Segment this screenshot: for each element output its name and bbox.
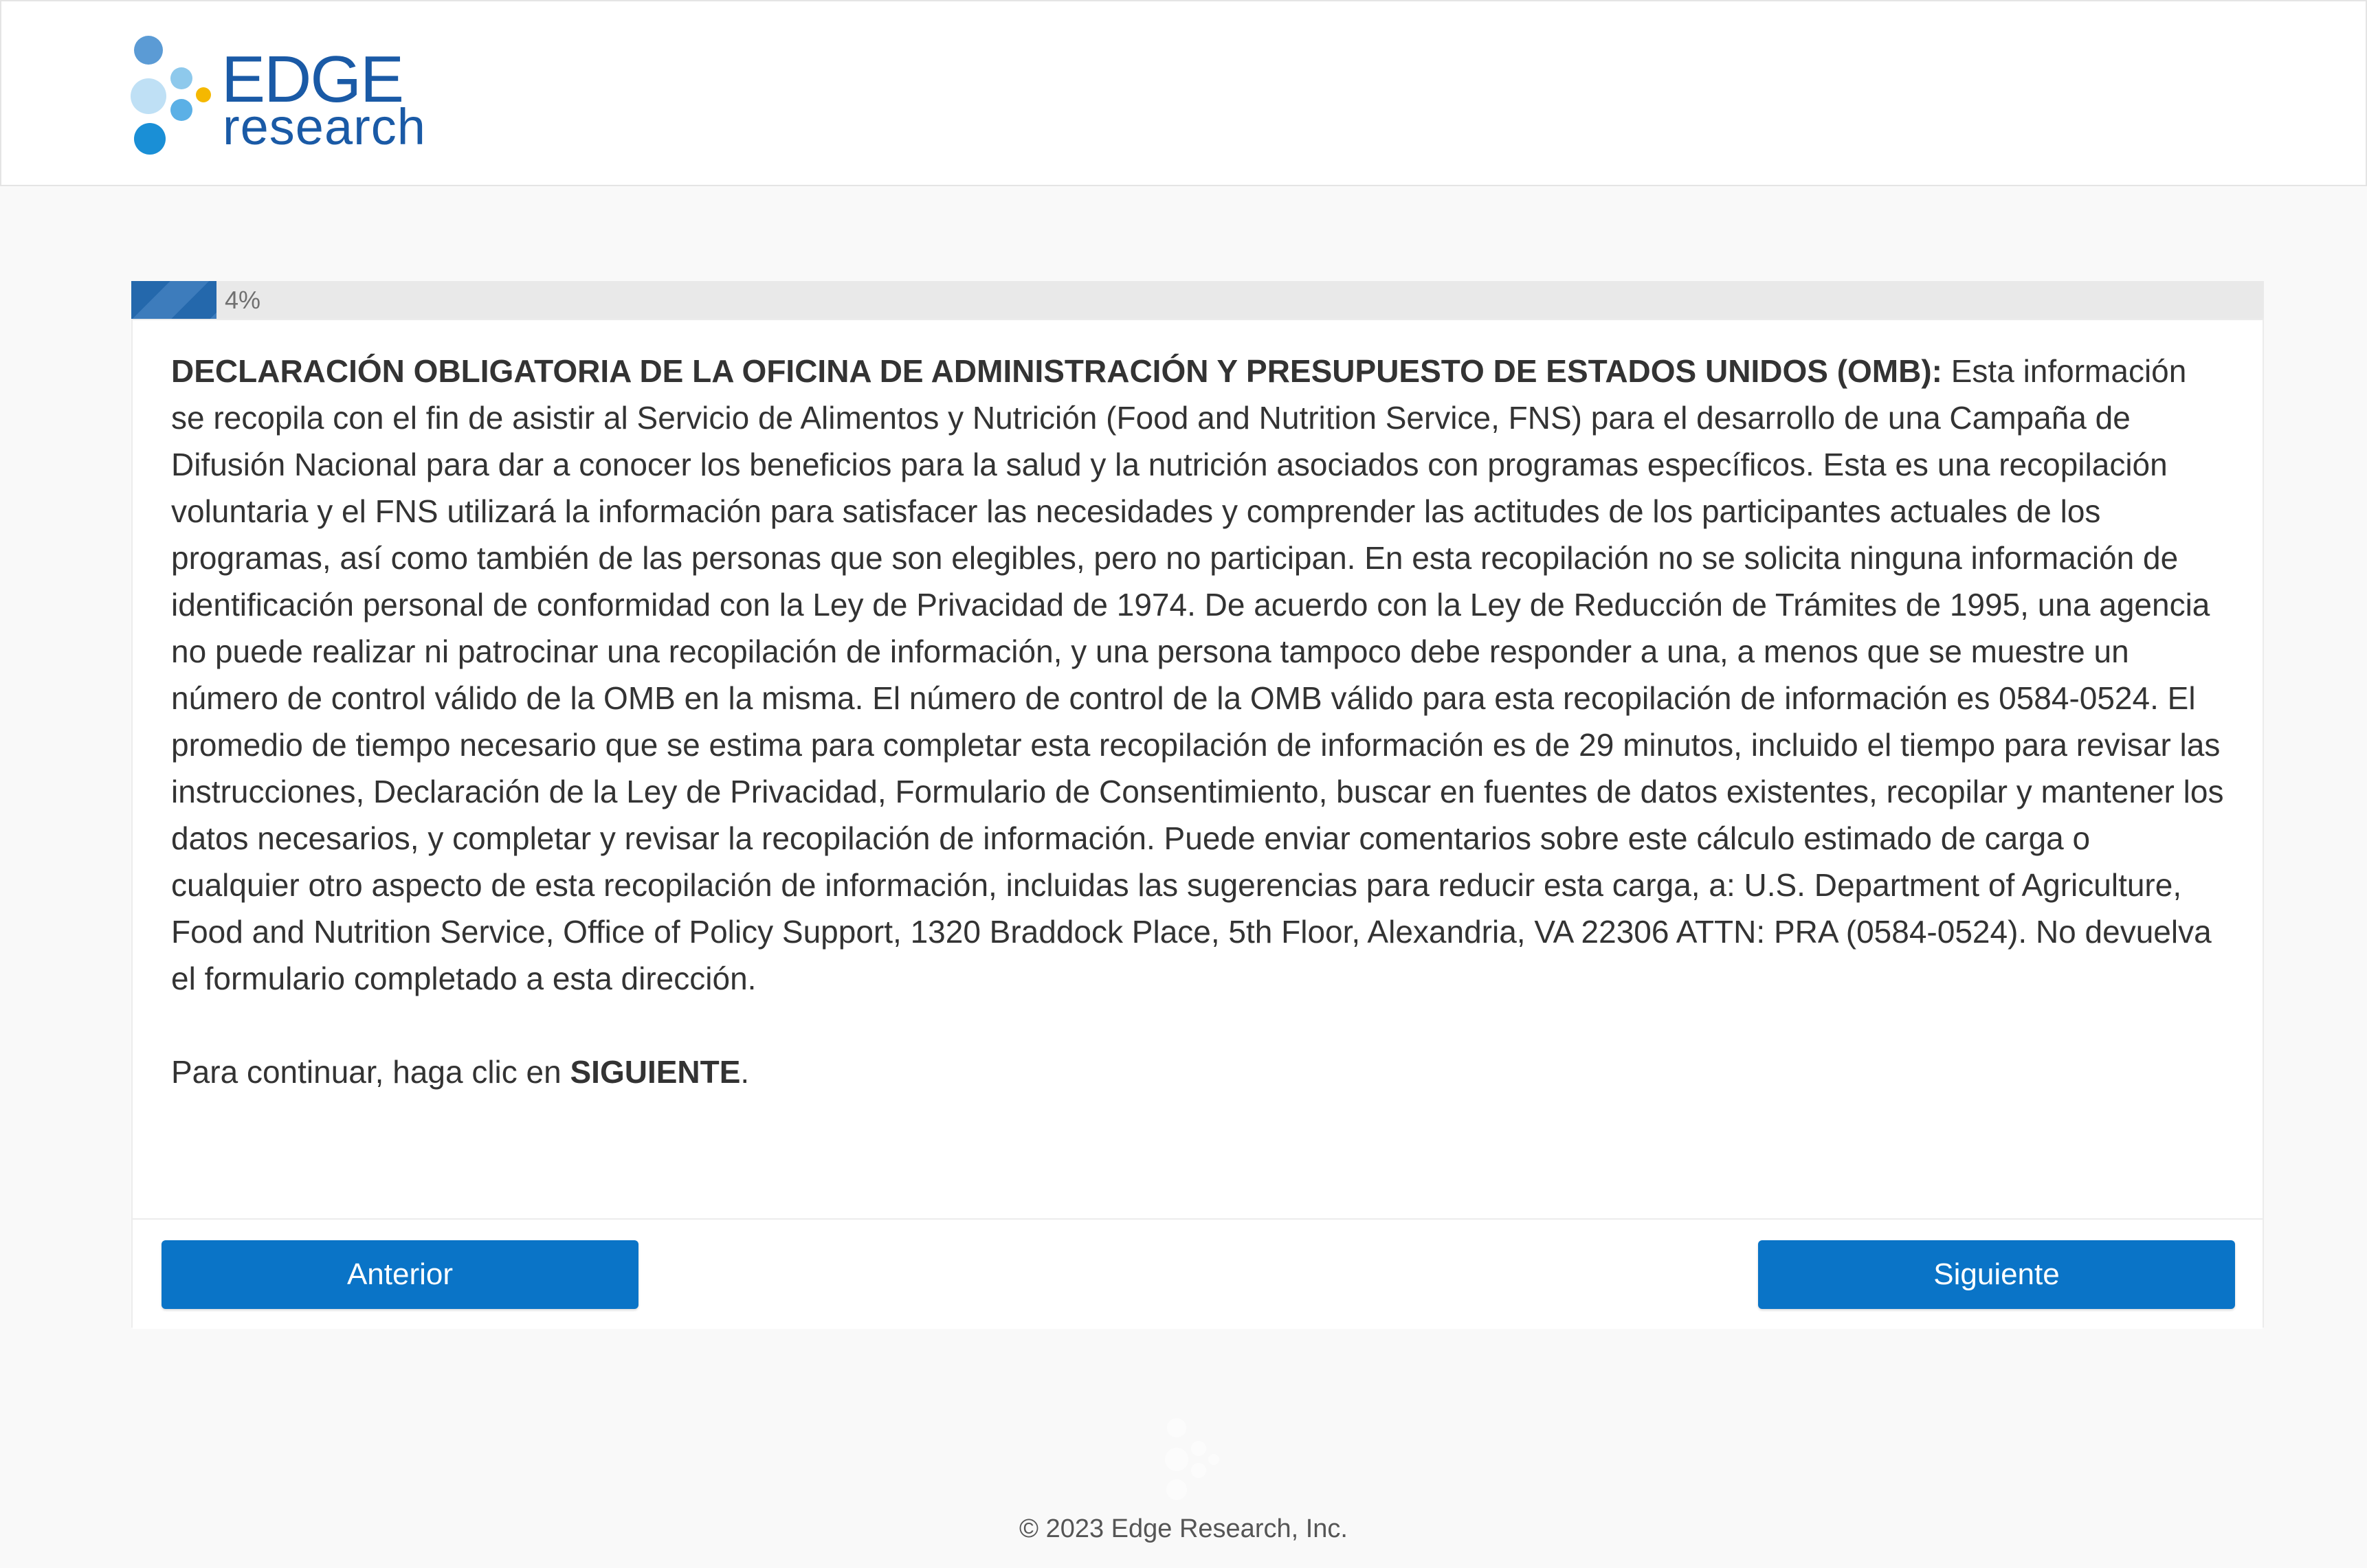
progress-bar-fill (131, 281, 216, 319)
progress-percent-label: 4% (225, 286, 261, 314)
progress-bar (131, 281, 2264, 319)
continue-instruction (171, 1049, 2226, 1095)
dots-logo-icon (129, 33, 219, 157)
omb-statement-body: Esta información se recopila con el fin de asistir al Servicio de Alimentos y Nutrición (Food and Nutrition Service, FNS) para el desarrollo de una Campaña de Difusión Nacional para dar a conocer los beneficios para la salud y la nutrición asociados con programas específicos. Esta es una recopilación voluntaria y el FNS utilizará la información para satisfacer las necesidades y comprender las actitudes de los participantes actuales de los programas, así como también de las personas que son elegibles, pero no participan. En esta recopilación no se solicita ninguna información de identificación personal de conformidad con la Ley de Privacidad de 1974. De acuerdo con la Ley de Reducción de Trámites de 1995, una agencia no puede realizar ni patrocinar una recopilación de información, y una persona tampoco debe responder a una, a menos que se muestre un número de control válido de la OMB en la misma. El número de control de la OMB válido para esta recopilación de información es 0584-0524. El promedio de tiempo necesario que se estima para completar esta recopilación de información es de 29 minutos, incluido el tiempo para revisar las instrucciones, Declaración de la Ley de Privacidad, Formulario de Consentimiento, buscar en fuentes de datos existentes, recopilar y mantener los datos necesarios, y completar y revisar la recopilación de información. Puede enviar comentarios sobre este cálculo estimado de carga o cualquier otro aspecto de esta recopilación de información, incluidas las sugerencias para reducir esta carga, a: U.S. Department of Agriculture, Food and Nutrition Service, Office of Policy Support, 1320 Braddock Place, 5th Floor, Alexandria, VA 22306 ATTN: PRA (0584-0524). No devuelva el formulario completado a esta dirección. (171, 353, 2224, 996)
continue-instruction-suffix: . (740, 1054, 750, 1090)
logo-wordmark-research: research (223, 98, 426, 155)
footer-logo (1162, 1415, 1223, 1505)
continue-instruction-prefix: Para continuar, haga clic en (171, 1054, 570, 1090)
edge-research-logo (129, 33, 426, 157)
omb-statement-paragraph (171, 348, 2226, 1002)
copyright-text: © 2023 Edge Research, Inc. (1019, 1514, 1348, 1543)
continue-instruction-keyword: SIGUIENTE (570, 1054, 741, 1090)
survey-question-panel (131, 319, 2264, 1328)
site-header (0, 0, 2367, 186)
logo-wordmark-edge: EDGE (221, 43, 403, 116)
next-button[interactable]: Siguiente (1758, 1240, 2235, 1309)
navigation-bar (133, 1218, 2263, 1329)
dots-logo-icon (1162, 1415, 1223, 1505)
omb-statement (171, 348, 2226, 1095)
previous-button[interactable]: Anterior (162, 1240, 638, 1309)
omb-statement-heading: DECLARACIÓN OBLIGATORIA DE LA OFICINA DE ADMINISTRACIÓN Y PRESUPUESTO DE ESTADOS UNIDOS (OMB): (171, 353, 1942, 389)
